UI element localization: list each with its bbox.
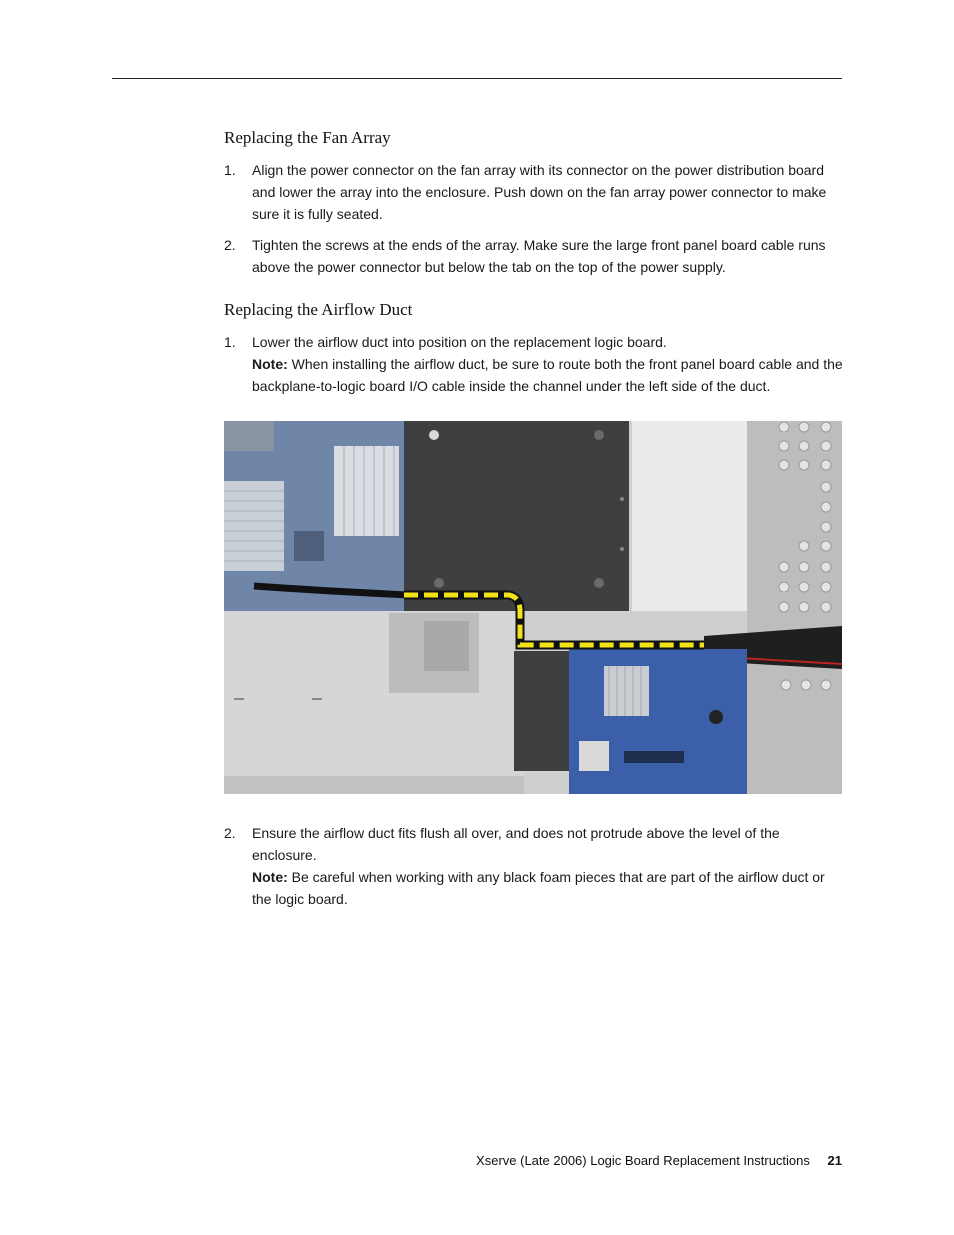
section-heading-fan-array: Replacing the Fan Array: [224, 128, 391, 147]
step-text: [252, 331, 844, 397]
step-main-text: Lower the airflow duct into position on the replacement logic board.: [252, 334, 667, 350]
step-text: Align the power connector on the fan array with its connector on the power distribution board and lower the array into the enclosure. Push down on the fan array power connector to make sure it is fully seated.: [252, 162, 827, 222]
page-footer: [476, 1153, 842, 1168]
step-main-text: Ensure the airflow duct fits flush all over, and does not protrude above the level of the enclosure.: [252, 825, 780, 863]
step-number: 2.: [224, 237, 236, 253]
footer-title: Xserve (Late 2006) Logic Board Replacement Instructions: [476, 1153, 810, 1168]
step-number: 1.: [224, 334, 236, 350]
step-number: 2.: [224, 825, 236, 841]
duct-step-1: [224, 331, 844, 397]
fan-step-1: [224, 159, 844, 225]
note-text: When installing the airflow duct, be sure to route both the front panel board cable and the backplane-to-logic board I/O cable inside the channel under the left side of the duct.: [252, 356, 843, 394]
step-text: [252, 822, 834, 910]
step-text: Tighten the screws at the ends of the array. Make sure the large front panel board cable runs above the power connector but below the tab on the top of the power supply.: [252, 237, 826, 275]
duct-step-2: [224, 822, 834, 910]
section-heading-airflow-duct: Replacing the Airflow Duct: [224, 300, 413, 319]
note-label: Note:: [252, 356, 288, 372]
airflow-duct-photo: [224, 421, 842, 794]
note-label: Note:: [252, 869, 288, 885]
note-text: Be careful when working with any black foam pieces that are part of the airflow duct or the logic board.: [252, 869, 825, 907]
page-number: 21: [827, 1153, 842, 1168]
fan-step-2: [224, 234, 844, 278]
header-rule: [112, 78, 842, 79]
step-number: 1.: [224, 162, 236, 178]
